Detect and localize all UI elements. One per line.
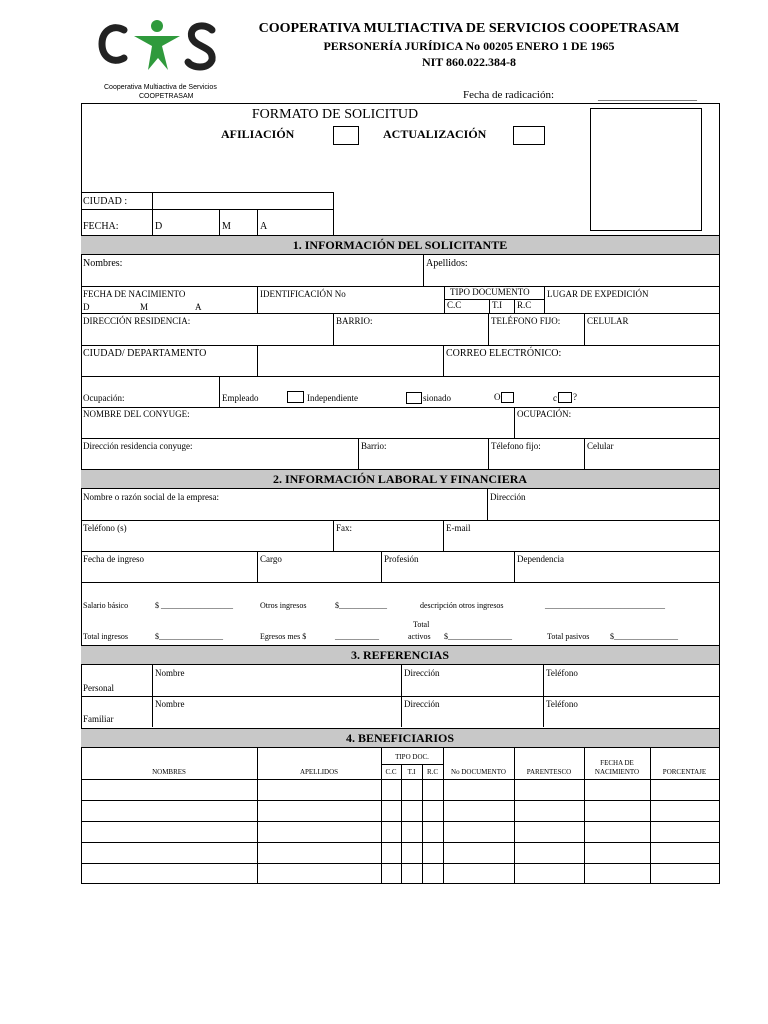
direccion-conyuge-label: Dirección residencia conyuge: [83,441,193,451]
legal-line: PERSONERÍA JURÍDICA No 00205 ENERO 1 DE 1965 [323,39,615,53]
table-row[interactable] [82,801,719,821]
otros-ingresos-field[interactable]: $____________ [335,601,387,610]
col-fecha-nac-1: FECHA DE [600,759,634,767]
section-1-header: 1. INFORMACIÓN DEL SOLICITANTE [81,235,719,255]
correo-label: CORREO ELECTRÓNICO: [446,348,562,359]
col-cc: C.C [385,768,397,776]
col-tipo-doc: TIPO DOC. [395,753,429,761]
ciudad-label: CIUDAD : [83,196,128,207]
pensionado-o-fragment: O [494,392,501,402]
tipo-doc-cc[interactable]: C.C [447,300,462,310]
telefono-fijo-label: TELÉFONO FIJO: [491,316,561,326]
ref-personal-nombre-label: Nombre [155,668,185,678]
fecha-ingreso-label: Fecha de ingreso [83,554,144,564]
logo-caption-line2: COOPETRASAM [139,93,194,100]
col-apellidos: APELLIDOS [299,768,339,776]
col-ti: T.I [407,768,416,776]
fax-label: Fax: [336,523,353,533]
table-row[interactable] [82,864,719,884]
pensionado-checkbox[interactable] [501,392,514,403]
celular-label: CELULAR [587,316,629,326]
nombres-label: Nombres: [83,258,123,269]
identificacion-label: IDENTIFICACIÓN No [260,289,346,299]
table-row[interactable] [82,822,719,842]
ciudad-field[interactable] [153,193,333,209]
otros-ingresos-label: Otros ingresos [260,601,307,610]
ref-familiar-telefono-label: Teléfono [546,699,578,709]
table-row[interactable] [82,843,719,863]
coopetrasam-logo [96,18,222,74]
fecha-nac-d[interactable]: D [83,302,90,312]
total-ingresos-label: Total ingresos [83,632,128,641]
egresos-label: Egresos mes $ [260,632,307,641]
direccion-label: DIRECCIÓN RESIDENCIA: [83,316,191,326]
descripcion-otros-field[interactable]: ______________________________ [545,601,665,610]
afiliacion-label: AFILIACIÓN [221,127,295,141]
direccion-empresa-label: Dirección [490,492,526,502]
fecha-label: FECHA: [83,221,119,232]
radicacion-blank[interactable]: __________________ [598,90,697,102]
tipo-doc-rc[interactable]: R.C [517,300,532,310]
col-parentesco: PARENTESCO [526,768,572,776]
fecha-nac-label: FECHA DE NACIMIENTO [83,289,186,299]
col-no-documento: No DOCUMENTO [451,768,506,776]
fecha-year[interactable]: A [260,221,268,232]
independiente-checkbox[interactable] [406,392,422,404]
fecha-month[interactable]: M [222,221,231,232]
total-activos-field[interactable]: $________________ [444,632,512,641]
tipo-doc-label: TIPO DOCUMENTO [450,287,530,297]
descripcion-otros-label: descripción otros ingresos [420,601,504,610]
total-ingresos-field[interactable]: $________________ [155,632,223,641]
col-rc: R.C [426,768,439,776]
section-3-header: 3. REFERENCIAS [81,645,719,665]
ciudad-departamento-label: CIUDAD/ DEPARTAMENTO [83,348,207,359]
otro-checkbox[interactable] [558,392,572,403]
conyuge-label: NOMBRE DEL CONYUGE: [83,409,190,419]
salario-label: Salario básico [83,601,129,610]
col-porcentaje: PORCENTAJE [662,768,707,776]
apellidos-label: Apellidos: [426,258,468,269]
ref-familiar-nombre-label: Nombre [155,699,185,709]
fecha-nac-a[interactable]: A [195,302,202,312]
ref-personal-telefono-label: Teléfono [546,668,578,678]
empresa-label: Nombre o razón social de la empresa: [83,492,219,502]
section-4-header: 4. BENEFICIARIOS [81,728,719,748]
telefono-fijo-conyuge-label: Télefono fijo: [491,441,541,451]
dependencia-label: Dependencia [517,554,564,564]
empleado-label: Empleado [222,393,259,403]
fecha-day[interactable]: D [155,221,163,232]
org-name: COOPERATIVA MULTIACTIVA DE SERVICIOS COOPETRASAM [258,21,680,36]
salario-field[interactable]: $ __________________ [155,601,233,610]
email-label: E-mail [446,523,471,533]
ocupacion-conyuge-label: OCUPACIÓN: [517,409,572,419]
afiliacion-checkbox[interactable] [333,126,359,145]
logo-caption-line1: Cooperativa Multiactiva de Servicios [104,84,217,91]
section-2-header: 2. INFORMACIÓN LABORAL Y FINANCIERA [81,469,719,489]
total-pasivos-field[interactable]: $________________ [610,632,678,641]
ref-personal-label: Personal [83,683,114,693]
telefono-empresa-label: Teléfono (s) [83,523,127,533]
cargo-label: Cargo [260,554,282,564]
table-row[interactable] [82,780,719,800]
profesion-label: Profesión [384,554,419,564]
col-fecha-nac-2: NACIMIENTO [594,768,640,776]
otro-c-fragment: c [553,393,557,403]
ref-personal-direccion-label: Dirección [404,668,440,678]
ocupacion-label: Ocupación: [83,393,125,403]
otro-question-fragment: ? [573,392,577,402]
col-nombres: NOMBRES [152,768,186,776]
ref-familiar-label: Familiar [83,714,114,724]
nit-line: NIT 860.022.384-8 [421,55,517,69]
photo-box [590,108,702,231]
total-pasivos-label: Total pasivos [547,632,590,641]
pensionado-label-fragment: sionado [423,393,451,403]
radicacion-label: Fecha de radicación: [463,89,555,101]
lugar-expedicion-label: LUGAR DE EXPEDICIÓN [547,289,649,299]
celular-conyuge-label: Celular [587,441,614,451]
egresos-field[interactable]: ___________ [335,632,379,641]
barrio-conyuge-label: Barrio: [361,441,387,451]
empleado-checkbox[interactable] [287,391,304,403]
total-activos-label-2: activos [408,632,431,641]
logo-graphic [96,18,222,74]
ref-familiar-direccion-label: Dirección [404,699,440,709]
independiente-label: Independiente [307,393,358,403]
total-activos-label-1: Total [413,620,430,629]
form-title: FORMATO DE SOLICITUD [251,107,419,122]
actualizacion-checkbox[interactable] [513,126,545,145]
fecha-nac-m[interactable]: M [140,302,149,312]
barrio-label: BARRIO: [336,316,373,326]
tipo-doc-ti[interactable]: T.I [492,300,503,310]
actualizacion-label: ACTUALIZACIÓN [383,127,487,141]
